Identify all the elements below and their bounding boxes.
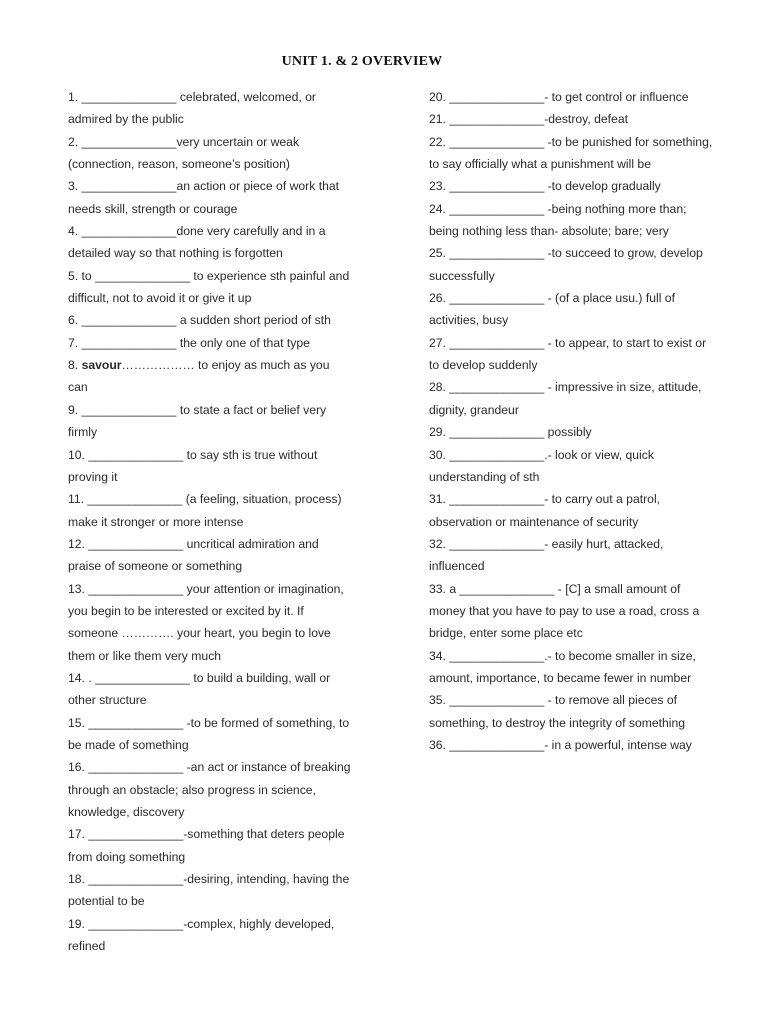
page-title: UNIT 1. & 2 OVERVIEW bbox=[281, 54, 443, 69]
list-item: 32. ______________- easily hurt, attacked, influenced bbox=[429, 536, 664, 574]
list-item: 11. ______________ (a feeling, situation, process) make it stronger or more intense bbox=[68, 492, 342, 529]
list-item: 5. to ______________ to experience sth painful and difficult, not to avoid it or give it up bbox=[68, 268, 350, 306]
item-headword: savour bbox=[81, 358, 122, 373]
list-item: 10. ______________ to say sth is true without proving it bbox=[68, 447, 318, 484]
list-item: 15. ______________ -to be formed of something, to be made of something bbox=[68, 715, 350, 752]
list-item: 25. ______________ -to succeed to grow, develop successfully bbox=[429, 246, 703, 283]
list-item: 12. ______________ uncritical admiration and praise of someone or something bbox=[68, 536, 319, 574]
list-item: 20. ______________- to get control or influence bbox=[429, 90, 689, 104]
list-item: 21. ______________-destroy, defeat bbox=[429, 112, 628, 127]
list-item bbox=[68, 354, 368, 399]
item-definition: ……………… to enjoy as much as you can bbox=[68, 358, 330, 395]
list-item: 9. ______________ to state a fact or belief very firmly bbox=[68, 402, 327, 440]
item-number: 8. bbox=[68, 358, 82, 373]
list-item: 30. ______________.- look or view, quick understanding of sth bbox=[429, 447, 654, 484]
list-item: 2. ______________very uncertain or weak (connection, reason, someone’s position) bbox=[68, 134, 300, 172]
list-item: 17. ______________-something that deters people from doing something bbox=[68, 827, 345, 864]
right-column bbox=[429, 86, 729, 756]
list-item: 14. . ______________ to build a building, wall or other structure bbox=[68, 670, 331, 708]
list-item: 27. ______________ - to appear, to start to exist or to develop suddenly bbox=[429, 335, 707, 373]
list-item: 23. ______________ -to develop gradually bbox=[429, 179, 661, 194]
list-item: 34. ______________.- to become smaller in size, amount, importance, to became fewer in number bbox=[429, 648, 696, 685]
list-item: 36. ______________- in a powerful, intense way bbox=[429, 737, 692, 752]
list-item: 6. ______________ a sudden short period of sth bbox=[68, 313, 331, 328]
list-item: 19. ______________-complex, highly developed, refined bbox=[68, 916, 335, 954]
list-item: 4. ______________done very carefully and in a detailed way so that nothing is forgotten bbox=[68, 224, 326, 261]
list-item: 16. ______________ -an act or instance of breaking through an obstacle; also progress in science, knowledge, discovery bbox=[68, 760, 351, 819]
list-item: 26. ______________ - (of a place usu.) full of activities, busy bbox=[429, 291, 675, 328]
list-item: 7. ______________ the only one of that type bbox=[68, 335, 310, 350]
list-item: 3. ______________an action or piece of work that needs skill, strength or courage bbox=[68, 179, 340, 216]
list-item: 1. ______________ celebrated, welcomed, or admired by the public bbox=[68, 90, 316, 127]
list-item: 18. ______________-desiring, intending, having the potential to be bbox=[68, 872, 350, 909]
list-item: 13. ______________ your attention or imagination, you begin to be interested or excited by it. If someone …………. your heart, you begin to love them or like them very much bbox=[68, 581, 344, 663]
list-item: 35. ______________ - to remove all pieces of something, to destroy the integrity of something bbox=[429, 693, 686, 730]
list-item: 29. ______________ possibly bbox=[429, 425, 592, 440]
list-item: 22. ______________ -to be punished for something, to say officially what a punishment will be bbox=[429, 134, 713, 172]
list-item: 28. ______________ - impressive in size, attitude, dignity, grandeur bbox=[429, 380, 702, 417]
list-item: 33. a ______________ - [C] a small amount of money that you have to pay to use a road, cross a bridge, enter some place etc bbox=[429, 581, 700, 641]
left-column bbox=[68, 86, 368, 957]
list-item: 24. ______________ -being nothing more than; being nothing less than- absolute; bare; very bbox=[429, 201, 687, 239]
list-item: 31. ______________- to carry out a patrol, observation or maintenance of security bbox=[429, 492, 661, 529]
